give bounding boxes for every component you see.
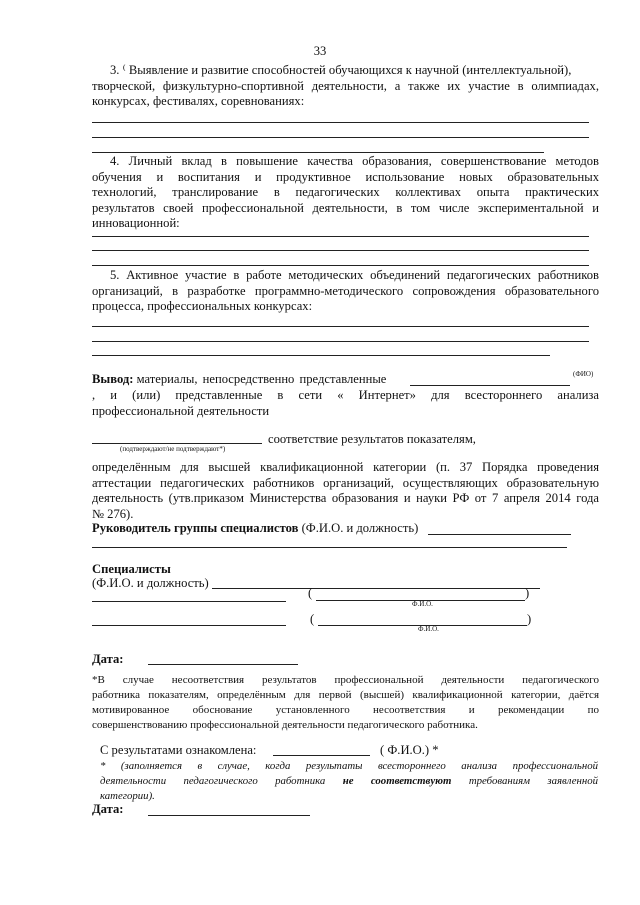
open-paren: ( bbox=[308, 586, 313, 600]
conclusion-line-1 bbox=[92, 372, 386, 388]
close-paren: ) bbox=[525, 586, 530, 600]
page-number: 33 bbox=[313, 44, 327, 58]
footnote-line-3: мотивированное обоснование установленного несоответствия и рекомендации по bbox=[92, 704, 599, 716]
footnote bbox=[92, 673, 599, 733]
specialists-label: (Ф.И.О. и должность) bbox=[92, 576, 209, 590]
conclusion-text: материалы, непосредственно представленные bbox=[136, 372, 387, 386]
section-5-line-3: процесса, профессиональных конкурсах: bbox=[92, 299, 313, 314]
date-input-2[interactable] bbox=[148, 815, 310, 816]
criteria-line-3: деятельность (утв.приказом Министерства образования и науки РФ от 7 апреля 2014 года bbox=[92, 491, 599, 506]
confirm-caption: (подтверждают/не подтверждают*) bbox=[120, 445, 226, 453]
acquainted-input-line[interactable] bbox=[273, 755, 370, 756]
section-5-line-2: организаций, в разработке программно-методического сопровождения образовательного bbox=[92, 283, 599, 298]
section-4-line-3: технологий, транслирование в педагогических коллективах опыта практических bbox=[92, 185, 599, 200]
section-3-line-2: творческой, физкультурно-спортивной деятельности, а также их участие в олимпиадах, bbox=[92, 78, 599, 93]
criteria-line-2: аттестации педагогических работников организаций, осуществляющих образовательную bbox=[92, 475, 599, 490]
specialist-2-line[interactable] bbox=[92, 625, 286, 626]
head-of-group-input-line[interactable] bbox=[428, 534, 571, 535]
specialist-1-line[interactable] bbox=[92, 601, 286, 602]
section-3 bbox=[92, 63, 599, 110]
blank-line bbox=[92, 341, 589, 342]
blank-line bbox=[92, 355, 550, 356]
blank-line bbox=[92, 326, 589, 327]
blank-line bbox=[92, 547, 567, 548]
acquainted-note-line-2: деятельности педагогического работника не соответствуют требованиям заявленной bbox=[100, 775, 598, 787]
section-4-line-5: инновационной: bbox=[92, 216, 180, 231]
criteria-paragraph bbox=[92, 460, 599, 522]
fio-input-line[interactable] bbox=[410, 385, 570, 386]
conclusion-line-2: , и (или) представленные в сети « Интернет» для всестороннего анализа bbox=[92, 388, 599, 402]
section-3-line-1: 3. ⁽ Выявление и развитие способностей обучающихся к научной (интеллектуальной), bbox=[110, 63, 572, 77]
date-input-1[interactable] bbox=[148, 664, 298, 665]
acquainted-note-line-3: категории). bbox=[100, 790, 155, 802]
acquainted-fio: ( Ф.И.О.) * bbox=[380, 743, 439, 757]
section-4-line-1: 4. Личный вклад в повышение качества образования, совершенствование методов bbox=[110, 154, 599, 168]
blank-line bbox=[92, 122, 589, 123]
blank-line bbox=[92, 265, 589, 266]
acquainted-label: С результатами ознакомлена: bbox=[100, 743, 257, 757]
criteria-line-4: № 276). bbox=[92, 506, 134, 521]
correspondence-text: соответствие результатов показателям, bbox=[268, 432, 476, 446]
specialists-input-line[interactable] bbox=[212, 588, 540, 589]
fio-caption-1: Ф.И.О. bbox=[412, 600, 433, 608]
date-label-2: Дата: bbox=[92, 802, 124, 816]
acquainted-note-line-1: * (заполняется в случае, когда результаты всестороннего анализа профессиональной bbox=[100, 760, 598, 772]
head-of-group bbox=[92, 521, 418, 537]
open-paren: ( bbox=[310, 612, 315, 626]
section-5 bbox=[92, 268, 599, 315]
confirm-input-line[interactable] bbox=[92, 443, 262, 444]
specialists-title: Специалисты bbox=[92, 562, 171, 576]
fio-caption-2: Ф.И.О. bbox=[418, 625, 439, 633]
section-3-line-3: конкурсах, фестивалях, соревнованиях: bbox=[92, 94, 305, 109]
blank-line bbox=[92, 152, 544, 153]
section-4-line-2: обучения и воспитания и продуктивное использование новых образовательных bbox=[92, 169, 599, 184]
conclusion-label: Вывод: bbox=[92, 372, 134, 386]
footnote-line-2: работника показателям, определённым для первой (высшей) квалификационной категории, даётся bbox=[92, 689, 599, 701]
close-paren: ) bbox=[527, 612, 532, 626]
head-of-group-suffix: (Ф.И.О. и должность) bbox=[301, 521, 419, 535]
footnote-line-4: совершенствованию профессиональной деятельности педагогического работника. bbox=[92, 719, 478, 731]
blank-line bbox=[92, 236, 589, 237]
section-5-line-1: 5. Активное участие в работе методических объединений педагогических работников bbox=[110, 268, 599, 282]
criteria-line-1: определённым для высшей квалификационной категории (п. 37 Порядка проведения bbox=[92, 460, 599, 474]
fio-caption: (ФИО) bbox=[573, 370, 594, 378]
date-label-1: Дата: bbox=[92, 652, 124, 666]
blank-line bbox=[92, 137, 589, 138]
footnote-line-1: *В случае несоответствия результатов профессиональной деятельности педагогического bbox=[92, 674, 599, 686]
blank-line bbox=[92, 250, 589, 251]
acquainted-note bbox=[100, 759, 598, 804]
head-of-group-label: Руководитель группы специалистов bbox=[92, 521, 299, 535]
section-4-line-4: результатов своей профессиональной деятельности, в том числе экспериментальной и bbox=[92, 200, 599, 215]
conclusion-line-3: профессиональной деятельности bbox=[92, 404, 270, 418]
section-4 bbox=[92, 154, 599, 232]
